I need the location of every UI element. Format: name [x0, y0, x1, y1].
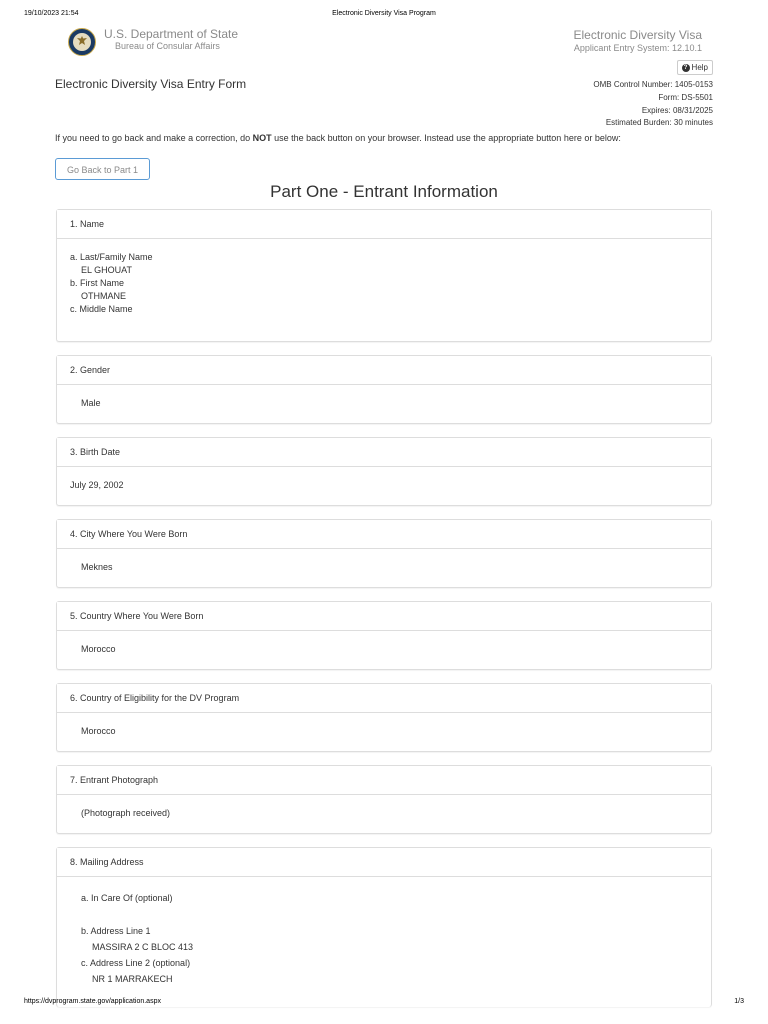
- address-line-2-value: NR 1 MARRAKECH: [92, 974, 173, 984]
- section-photograph: [56, 765, 712, 834]
- section-heading: 5. Country Where You Were Born: [57, 602, 711, 631]
- section-mailing-address: [56, 847, 712, 1007]
- question-circle-icon: ?: [682, 64, 690, 72]
- instructions-text-bold: NOT: [252, 133, 272, 143]
- section-heading: 3. Birth Date: [57, 438, 711, 467]
- address-line-2-label: c. Address Line 2 (optional): [81, 958, 191, 968]
- part-title: Part One - Entrant Information: [270, 182, 498, 201]
- instructions: [55, 133, 621, 143]
- address-line-1-value: MASSIRA 2 C BLOC 413: [92, 942, 194, 952]
- form-meta: [593, 79, 713, 130]
- section-name: [56, 209, 712, 342]
- birth-country-value: Morocco: [81, 644, 116, 654]
- print-footer: [24, 998, 744, 1010]
- address-line-1-label: b. Address Line 1: [81, 926, 151, 936]
- section-eligibility-country: [56, 683, 712, 752]
- section-heading: 4. City Where You Were Born: [57, 520, 711, 549]
- gender-value: Male: [81, 398, 101, 408]
- print-title: Electronic Diversity Visa Program: [332, 10, 436, 17]
- form-number: Form: DS-5501: [658, 92, 713, 102]
- birth-date-value: July 29, 2002: [70, 480, 124, 490]
- form-title: Electronic Diversity Visa Entry Form: [55, 77, 247, 91]
- section-gender: [56, 355, 712, 424]
- photograph-status: (Photograph received): [81, 808, 171, 818]
- agency-block: [104, 27, 238, 52]
- section-heading: 1. Name: [57, 210, 711, 239]
- print-datetime: 19/10/2023 21:54: [24, 10, 79, 17]
- birth-city-value: Meknes: [81, 562, 113, 572]
- system-name: Electronic Diversity Visa: [573, 28, 702, 42]
- instructions-text-pre: If you need to go back and make a correction, do: [55, 133, 253, 143]
- omb-control-number: OMB Control Number: 1405-0153: [593, 80, 713, 89]
- go-back-to-part-1-button[interactable]: Go Back to Part 1: [55, 158, 150, 180]
- print-page-number: 1/3: [734, 998, 744, 1005]
- section-heading: 6. Country of Eligibility for the DV Program: [57, 684, 711, 713]
- bureau-name: Bureau of Consular Affairs: [115, 41, 220, 51]
- section-birth-country: [56, 601, 712, 670]
- system-version: Applicant Entry System: 12.10.1: [573, 43, 702, 53]
- first-name-value: OTHMANE: [81, 291, 126, 301]
- section-birth-city: [56, 519, 712, 588]
- section-heading: 8. Mailing Address: [57, 848, 711, 877]
- help-label: Help: [691, 63, 708, 72]
- state-department-seal-icon: [68, 28, 96, 56]
- print-header: [24, 10, 744, 22]
- section-heading: 7. Entrant Photograph: [57, 766, 711, 795]
- care-of-label: a. In Care Of (optional): [81, 893, 173, 903]
- help-button[interactable]: [677, 60, 713, 75]
- form-expires: Expires: 08/31/2025: [641, 105, 713, 115]
- estimated-burden: Estimated Burden: 30 minutes: [605, 118, 713, 128]
- department-name: U.S. Department of State: [104, 27, 239, 41]
- system-block: [574, 28, 702, 54]
- section-heading: 2. Gender: [57, 356, 711, 385]
- instructions-text-post: use the back button on your browser. Instead use the appropriate button here or below:: [271, 133, 621, 143]
- print-url: https://dvprogram.state.gov/application.aspx: [24, 998, 161, 1005]
- middle-name-label: c. Middle Name: [70, 304, 133, 314]
- first-name-label: b. First Name: [70, 278, 125, 288]
- last-name-label: a. Last/Family Name: [70, 252, 153, 262]
- section-birth-date: [56, 437, 712, 506]
- last-name-value: EL GHOUAT: [81, 265, 133, 275]
- eligibility-country-value: Morocco: [81, 726, 116, 736]
